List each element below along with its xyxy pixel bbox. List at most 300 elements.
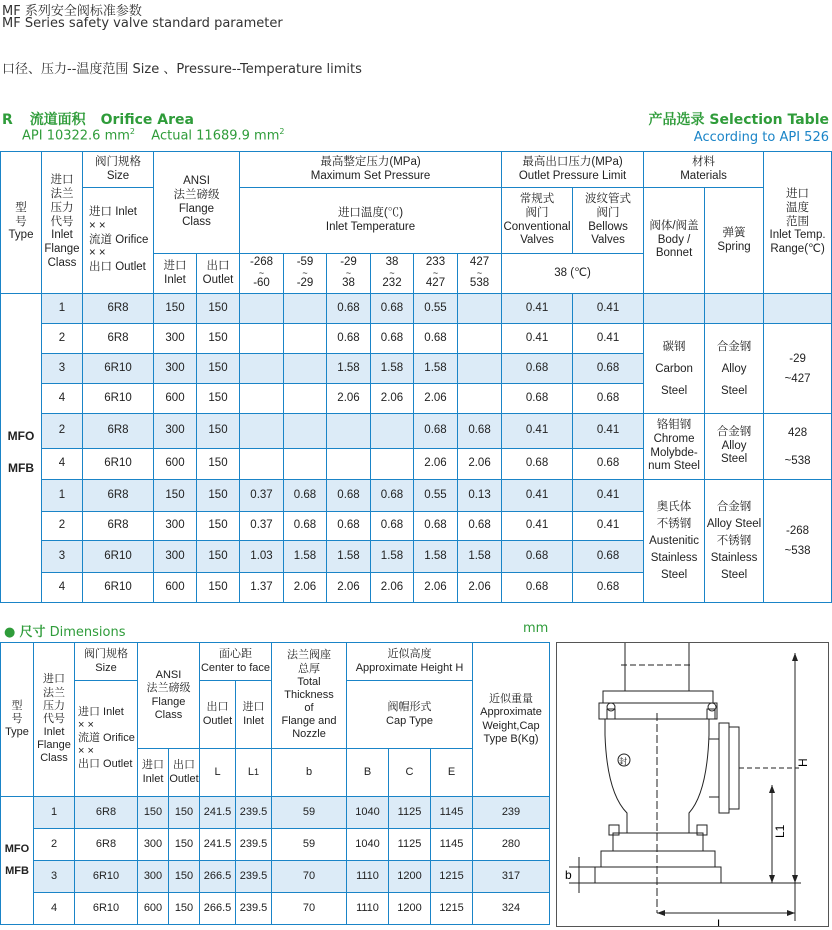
- cell-inlet: 150: [154, 294, 197, 324]
- table-cell: 1.58: [414, 354, 458, 384]
- cell-text: Carbon: [655, 362, 693, 375]
- table-cell: 6R10: [83, 354, 154, 384]
- cell-text: ANSI: [155, 669, 182, 682]
- cell-text: 合金钢: [716, 425, 752, 438]
- table-cell: 0.68: [573, 573, 644, 603]
- cell-text: 代号: [43, 712, 65, 725]
- table-cell: 239.5: [236, 893, 272, 925]
- table-cell: 150: [197, 449, 240, 480]
- label-l: L: [717, 917, 724, 926]
- table-cell: 6R10: [75, 893, 138, 925]
- table-cell: 2.06: [414, 384, 458, 414]
- cell-text: Class: [40, 752, 68, 765]
- th-L1: L1: [236, 749, 272, 797]
- type-cell: [1, 797, 34, 925]
- table-cell: 0.68: [414, 512, 458, 541]
- cell-text: Approximate: [480, 706, 542, 719]
- cell-text: Alloy: [721, 362, 747, 375]
- table-cell: 0.68: [284, 512, 327, 541]
- cell-text: ~538: [784, 545, 811, 557]
- table-cell: 0.41: [573, 324, 644, 354]
- table-cell: 2.06: [284, 573, 327, 603]
- table-cell: 4: [34, 893, 75, 925]
- cell-text: Steel: [660, 568, 688, 581]
- cell-text: Type: [5, 726, 29, 739]
- th-38c: 38 (℃): [502, 254, 644, 294]
- th-size-detail: [75, 681, 138, 797]
- cell-text: Flange: [178, 202, 215, 215]
- cell-text: Cap Type: [386, 714, 433, 727]
- cell-text: 型: [11, 699, 23, 712]
- th-flange-class: [34, 643, 75, 797]
- table-cell: 150: [169, 861, 200, 893]
- orifice-prefix: R: [2, 112, 13, 128]
- table-cell: 4: [42, 384, 83, 414]
- table-cell: 0.68: [458, 512, 502, 541]
- cell-text: 奥氏体: [656, 500, 692, 513]
- table-cell: 6R10: [75, 861, 138, 893]
- table-cell: [458, 324, 502, 354]
- type-cell: [1, 294, 42, 603]
- table-cell: [240, 449, 284, 480]
- cell-pressure: [240, 294, 284, 324]
- cell-text: 427: [469, 256, 490, 269]
- th-outlet-pressure: [502, 152, 644, 188]
- th-bellows: [573, 188, 644, 254]
- api-area-sup: 2: [129, 127, 136, 136]
- cell-text: ~538: [784, 454, 811, 467]
- cell-pressure: 0.68: [327, 294, 371, 324]
- cell-text: 进口: [142, 759, 164, 772]
- th-outlet: [169, 749, 200, 797]
- table-cell: [371, 449, 414, 480]
- cell-text: 压力: [50, 201, 74, 214]
- table-cell: 0.41: [573, 480, 644, 512]
- table-cell: 6R8: [83, 512, 154, 541]
- cell-text: Bellows: [588, 220, 628, 233]
- table-cell: 1145: [431, 829, 473, 861]
- table-row: [1, 893, 550, 925]
- table-cell: 150: [197, 354, 240, 384]
- table-cell: 6R8: [83, 414, 154, 449]
- table-cell: 0.68: [371, 512, 414, 541]
- cell-text: Type: [8, 229, 34, 242]
- table-cell: [240, 414, 284, 449]
- table-cell: 3: [42, 541, 83, 573]
- cell-text: 阀帽形式: [387, 701, 432, 714]
- th-approx-weight: [473, 643, 550, 797]
- table-cell: 150: [154, 480, 197, 512]
- cell-text: 出口: [206, 701, 229, 714]
- cell-text: Range(℃): [770, 243, 825, 256]
- th-total-thickness: [272, 643, 347, 749]
- th-outlet-face: [200, 681, 236, 749]
- doc-title-cn: MF 系列安全阀标准参数: [2, 4, 142, 19]
- cell-text: Alloy Steel: [706, 517, 762, 530]
- cell-text: -29: [296, 277, 314, 289]
- th-ansi: [138, 643, 200, 749]
- cell-text: 总厚: [298, 662, 320, 675]
- table-cell: 0.68: [502, 573, 573, 603]
- table-cell: 1110: [347, 893, 389, 925]
- cell-text: ~: [432, 268, 439, 278]
- cell-pressure: [284, 294, 327, 324]
- cell-text: Body /: [657, 233, 691, 246]
- cell-text: Size: [106, 169, 130, 182]
- table-cell: 0.68: [502, 354, 573, 384]
- cell-text: ~: [476, 268, 483, 278]
- cell-text: 近似高度: [387, 648, 432, 661]
- table-cell: 0.55: [414, 480, 458, 512]
- table-cell: 1125: [389, 829, 431, 861]
- cell-text: Size: [95, 661, 117, 674]
- cell-text: 出口: [206, 259, 230, 272]
- cell-text: 进口: [786, 188, 810, 200]
- table-cell: 317: [473, 861, 550, 893]
- cell-text: -268: [786, 525, 810, 537]
- th-ansi: [154, 152, 240, 254]
- table-cell: 3: [42, 354, 83, 384]
- cell-pressure: 0.68: [371, 294, 414, 324]
- cell-text: Center to face: [200, 661, 271, 674]
- table-cell: [240, 324, 284, 354]
- th-inlet-face: [236, 681, 272, 749]
- table-cell: 0.41: [502, 324, 573, 354]
- table-cell: [327, 449, 371, 480]
- table-cell: 2.06: [414, 449, 458, 480]
- table-row: [1, 480, 832, 512]
- cell-text: 铬钼钢: [656, 418, 692, 431]
- cell-text: [1, 857, 33, 865]
- cell-text: Stainless: [650, 551, 698, 564]
- cell-text: ~: [258, 268, 265, 278]
- cell-text: Class: [182, 216, 211, 229]
- doc-title-en: MF Series safety valve standard parameter: [2, 16, 283, 31]
- cell-text: Valves: [591, 234, 625, 247]
- cell-text: Flange: [44, 243, 80, 256]
- table-row: [1, 829, 550, 861]
- table-cell: 0.68: [573, 449, 644, 480]
- cell-text: 面心距: [219, 648, 252, 661]
- cell-text: 法兰: [50, 188, 74, 200]
- section-title-limits: 口径、压力--温度范围 Size 、Pressure--Temperature limits: [2, 62, 362, 77]
- cell-text: 阀体/阀盖: [649, 219, 699, 232]
- cell-text: 出口 Outlet: [89, 261, 146, 274]
- cell-text: ~: [302, 268, 308, 278]
- th-inlet: [154, 254, 197, 294]
- valve-drawing: [557, 643, 828, 926]
- label-b: b: [565, 868, 572, 882]
- cell-text: 最高出口压力(MPa): [522, 155, 623, 168]
- table-cell: 4: [42, 573, 83, 603]
- table-cell: 1.58: [414, 541, 458, 573]
- cell-text: 流道 Orifice: [89, 233, 149, 246]
- table-cell: 3: [34, 861, 75, 893]
- cell-pressure: 0.55: [414, 294, 458, 324]
- th-L: L: [200, 749, 236, 797]
- table-cell: 0.68: [414, 414, 458, 449]
- table-cell: 0.68: [371, 480, 414, 512]
- selection-title-cn: 产品选录: [648, 112, 705, 128]
- table-cell: 0.68: [284, 480, 327, 512]
- cell-text: Inlet: [164, 273, 186, 286]
- actual-area-sup: 2: [279, 127, 285, 136]
- cell-text: 1: [254, 766, 260, 777]
- table-cell: 2: [42, 512, 83, 541]
- table-cell: 2: [34, 829, 75, 861]
- dimensions-title-cn: 尺寸: [19, 625, 46, 640]
- cell-text: 法兰磅级: [146, 682, 191, 695]
- th-flange-class: [42, 152, 83, 294]
- according-api: According to API 526: [693, 130, 829, 145]
- table-cell: [240, 384, 284, 414]
- table-cell: 150: [138, 797, 169, 829]
- orifice-area-values: [22, 127, 284, 143]
- cell-text: 出口 Outlet: [78, 758, 133, 771]
- table-cell: 239.5: [236, 861, 272, 893]
- table-cell: 0.68: [502, 384, 573, 414]
- cell-text: num Steel: [648, 460, 700, 473]
- cell-text: 碳钢: [662, 340, 686, 353]
- cell-text: 近似重量: [489, 693, 533, 706]
- cell-text: 号: [11, 712, 23, 725]
- cell-text: Steel: [660, 384, 688, 397]
- cell-text: Maximum Set Pressure: [310, 169, 431, 182]
- table-cell: 6R8: [75, 829, 138, 861]
- th-center-to-face: [200, 643, 272, 681]
- table-cell: 70: [272, 861, 347, 893]
- cell-text: 合金钢: [716, 500, 752, 513]
- cell-text: Nozzle: [292, 728, 326, 741]
- cell-text: of: [304, 702, 314, 715]
- table-cell: 0.68: [573, 354, 644, 384]
- cell-text: 进口: [163, 259, 187, 272]
- api-area: API 10322.6 mm: [22, 128, 130, 144]
- orifice-title-cn: 流道面积: [29, 112, 86, 128]
- table-cell: 2.06: [414, 573, 458, 603]
- cell-text: Steel: [720, 453, 748, 466]
- cell-text: 弹簧: [722, 226, 746, 239]
- bullet-icon: ●: [4, 625, 16, 640]
- table-cell: 1.58: [284, 541, 327, 573]
- cell-text: 法兰磅级: [173, 188, 220, 201]
- table-cell: 150: [197, 480, 240, 512]
- table-cell: 1.58: [327, 541, 371, 573]
- cell-text: Conventional: [503, 220, 571, 233]
- table-cell: 0.68: [414, 324, 458, 354]
- table-cell: 1215: [431, 893, 473, 925]
- table-cell: 0.41: [502, 512, 573, 541]
- th-C: C: [389, 749, 431, 797]
- cell-text: 进口温度(℃): [337, 206, 404, 219]
- cell-text: Inlet: [142, 772, 164, 785]
- cell-text: 号: [15, 215, 27, 228]
- cell-text: × ×: [89, 219, 106, 232]
- cell-text: 阀门规格: [95, 155, 141, 168]
- cell-text: 常规式: [519, 192, 555, 205]
- cell-text: 最高整定压力(MPa): [320, 155, 421, 168]
- cell-text: -268: [249, 256, 274, 269]
- th-type: [1, 152, 42, 294]
- type-mfo: MFO: [7, 428, 35, 443]
- cell-text: Materials: [680, 169, 727, 182]
- cell-text: Outlet: [202, 273, 234, 286]
- cell-text: 不锈钢: [716, 534, 752, 547]
- table-cell: 300: [154, 512, 197, 541]
- table-cell: 600: [154, 449, 197, 480]
- selection-title: [648, 109, 829, 129]
- cell-text: Stainless: [710, 551, 758, 564]
- cell-text: ~: [389, 268, 395, 278]
- table-row: [1, 861, 550, 893]
- table-cell: 1: [34, 797, 75, 829]
- table-cell: [327, 414, 371, 449]
- cell-text: [1, 443, 41, 461]
- table-cell: 1215: [431, 861, 473, 893]
- label-l1: L1: [773, 824, 787, 838]
- table-cell: 6R10: [83, 384, 154, 414]
- table-cell: 0.68: [327, 480, 371, 512]
- table-cell: 6R10: [83, 573, 154, 603]
- cell-text: 阀门: [525, 206, 549, 219]
- th-E: E: [431, 749, 473, 797]
- table-cell: 300: [154, 354, 197, 384]
- table-cell: 0.41: [502, 480, 573, 512]
- cell-conventional: 0.41: [502, 294, 573, 324]
- th-temp-2: [284, 254, 327, 294]
- cell-text: 38: [385, 256, 399, 269]
- cell-text: MFO: [4, 843, 30, 856]
- table-cell: 70: [272, 893, 347, 925]
- table-cell: 150: [197, 324, 240, 354]
- cell-text: 进口: [43, 673, 65, 686]
- table-cell: 150: [197, 512, 240, 541]
- cell-text: ~: [345, 268, 352, 278]
- cell-text: Flange: [37, 739, 71, 752]
- table-cell: [284, 449, 327, 480]
- dimensions-title-en: Dimensions: [49, 625, 126, 640]
- table-cell: 266.5: [200, 893, 236, 925]
- cell-temp-range: [764, 480, 832, 603]
- table-cell: 300: [154, 324, 197, 354]
- selection-title-en: Selection Table: [709, 112, 829, 128]
- cell-text: × ×: [78, 718, 94, 731]
- table-cell: 59: [272, 829, 347, 861]
- cell-text: 范围: [786, 215, 810, 228]
- cell-text: 代号: [50, 215, 74, 228]
- cell-text: 阀门规格: [84, 648, 128, 661]
- th-b: b: [272, 749, 347, 797]
- table-cell: 1.58: [458, 541, 502, 573]
- cell-text: Type B(Kg): [483, 732, 539, 745]
- cell-text: Steel: [720, 568, 748, 581]
- table-cell: 1040: [347, 829, 389, 861]
- table-cell: 1.03: [240, 541, 284, 573]
- orifice-title: [2, 109, 194, 129]
- table-cell: [458, 354, 502, 384]
- table-cell: 150: [197, 541, 240, 573]
- table-cell: [371, 414, 414, 449]
- table-cell: [284, 354, 327, 384]
- cell-text: 428: [787, 426, 808, 439]
- table-cell: 239: [473, 797, 550, 829]
- table-cell: 0.41: [573, 414, 644, 449]
- th-type: [1, 643, 34, 797]
- cell-spring-material: [705, 480, 764, 603]
- table-cell: 1145: [431, 797, 473, 829]
- table-cell: 1.58: [371, 541, 414, 573]
- table-cell: 150: [197, 573, 240, 603]
- table-cell: 0.37: [240, 512, 284, 541]
- cell-outlet: 150: [197, 294, 240, 324]
- table-cell: 0.41: [573, 512, 644, 541]
- table-cell: 0.37: [240, 480, 284, 512]
- table-cell: 1200: [389, 861, 431, 893]
- cell-text: 材料: [692, 155, 716, 168]
- table-cell: 2: [42, 324, 83, 354]
- type-mfb: MFB: [8, 461, 34, 475]
- th-inlet-temperature: [240, 188, 502, 254]
- table-cell: 0.13: [458, 480, 502, 512]
- table-cell: [240, 354, 284, 384]
- table-cell: 0.68: [573, 384, 644, 414]
- th-size-detail: [83, 188, 154, 294]
- cell-text: Approximate Height H: [355, 661, 464, 674]
- label-h: H: [796, 758, 810, 767]
- cell-text: Total: [297, 675, 321, 688]
- cell-text: Inlet Temperature: [325, 220, 416, 233]
- table-cell: 6R8: [83, 480, 154, 512]
- table-cell: 0.68: [327, 512, 371, 541]
- cell-text: 流道 Orifice: [78, 731, 135, 744]
- cell-text: Inlet: [43, 726, 65, 739]
- cell-text: Class: [47, 256, 77, 269]
- table-cell: 0.68: [371, 324, 414, 354]
- table-row: [1, 414, 832, 449]
- table-cell: 0.68: [458, 414, 502, 449]
- cell-spring-material: [705, 324, 764, 414]
- cell-text: 进口: [50, 174, 74, 187]
- table-cell: 6R10: [83, 449, 154, 480]
- cell-text: -60: [253, 277, 270, 289]
- th-spring: [705, 188, 764, 294]
- table-row: [1, 324, 832, 354]
- cell-range-blank: [764, 294, 832, 324]
- table-cell: 241.5: [200, 829, 236, 861]
- table-cell: [284, 384, 327, 414]
- cell-text: Flange: [151, 695, 186, 708]
- cell-text: ANSI: [183, 174, 210, 187]
- table-cell: 59: [272, 797, 347, 829]
- th-body-bonnet: [644, 188, 705, 294]
- cell-body-material: [644, 480, 705, 603]
- th-inlet: [138, 749, 169, 797]
- table-cell: 600: [154, 573, 197, 603]
- cell-text: 阀门: [596, 206, 620, 219]
- th-temp-4: [371, 254, 414, 294]
- cell-text: Valves: [520, 234, 554, 247]
- table-cell: 2.06: [327, 384, 371, 414]
- table-cell: [284, 414, 327, 449]
- table-cell: 324: [473, 893, 550, 925]
- cell-text: 合金钢: [716, 340, 752, 353]
- dimensions-unit: mm: [523, 621, 549, 636]
- th-temp-5: [414, 254, 458, 294]
- dimensions-table: [0, 642, 550, 925]
- cell-spring-material: [705, 414, 764, 480]
- table-cell: 2.06: [371, 573, 414, 603]
- cell-text: 不锈钢: [656, 517, 692, 530]
